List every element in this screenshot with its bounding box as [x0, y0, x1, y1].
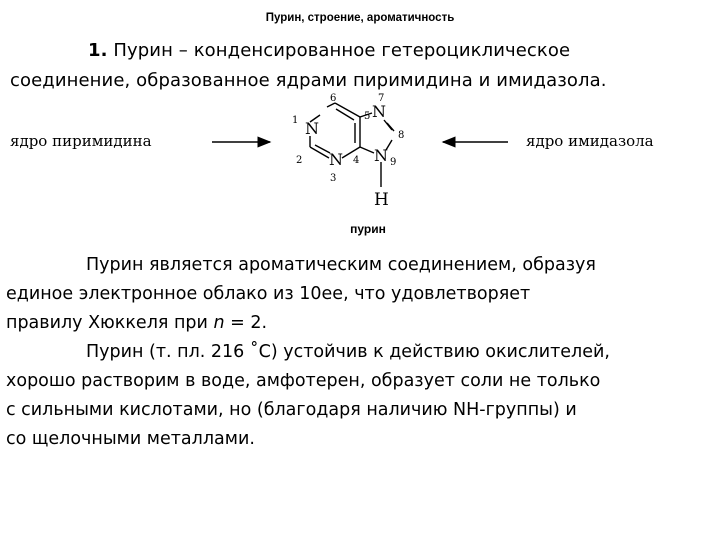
locant-4: 4 [353, 155, 360, 166]
imidazole-label: ядро имидазола [526, 132, 654, 150]
properties-line-3: с сильными кислотами, но (благодаря наличию NH-группы) и [6, 400, 577, 420]
aromaticity-line-1: Пурин является ароматическим соединением, образуя [86, 255, 596, 275]
properties-line-2: хорошо растворим в воде, амфотерен, образует соли не только [6, 371, 601, 391]
atom-n3: N [329, 150, 343, 169]
properties-paragraph [6, 338, 718, 454]
locant-1: 1 [292, 115, 299, 126]
variable-n: n [213, 313, 225, 333]
locant-8: 8 [398, 130, 405, 141]
locant-3: 3 [330, 173, 337, 184]
aromaticity-line-3a: правилу Хюккеля при [6, 313, 214, 333]
aromaticity-paragraph [6, 251, 718, 338]
intro-text-1: Пурин – конденсированное гетероциклическое [113, 40, 571, 61]
purine-diagram [0, 90, 720, 240]
aromaticity-line-2: единое электронное облако из 10ее, что удовлетворяет [6, 284, 531, 304]
atom-n1: N [305, 119, 319, 138]
intro-line-1 [10, 36, 710, 66]
locant-9: 9 [390, 157, 397, 168]
intro-line-2: соединение, образованное ядрами пиримидина и имидазола. [10, 70, 607, 91]
pyrimidine-label: ядро пиримидина [10, 132, 152, 150]
locant-6: 6 [330, 93, 337, 104]
atom-n9: N [374, 146, 388, 165]
aromaticity-line-3b: = 2. [224, 313, 268, 333]
properties-line-1: Пурин (т. пл. 216 ˚С) устойчив к действию окислителей, [86, 342, 610, 362]
item-number: 1. [88, 40, 108, 61]
intro-paragraph [10, 36, 710, 96]
locant-7: 7 [378, 93, 385, 104]
slide-title: Пурин, строение, ароматичность [265, 12, 455, 24]
atom-n7: N [372, 102, 386, 121]
purine-caption: пурин [350, 222, 386, 236]
properties-line-4: со щелочными металлами. [6, 429, 255, 449]
locant-2: 2 [296, 155, 303, 166]
purine-structure-svg [0, 90, 720, 240]
body-text [6, 251, 718, 454]
atom-h: H [374, 190, 389, 210]
locant-5: 5 [364, 111, 371, 122]
